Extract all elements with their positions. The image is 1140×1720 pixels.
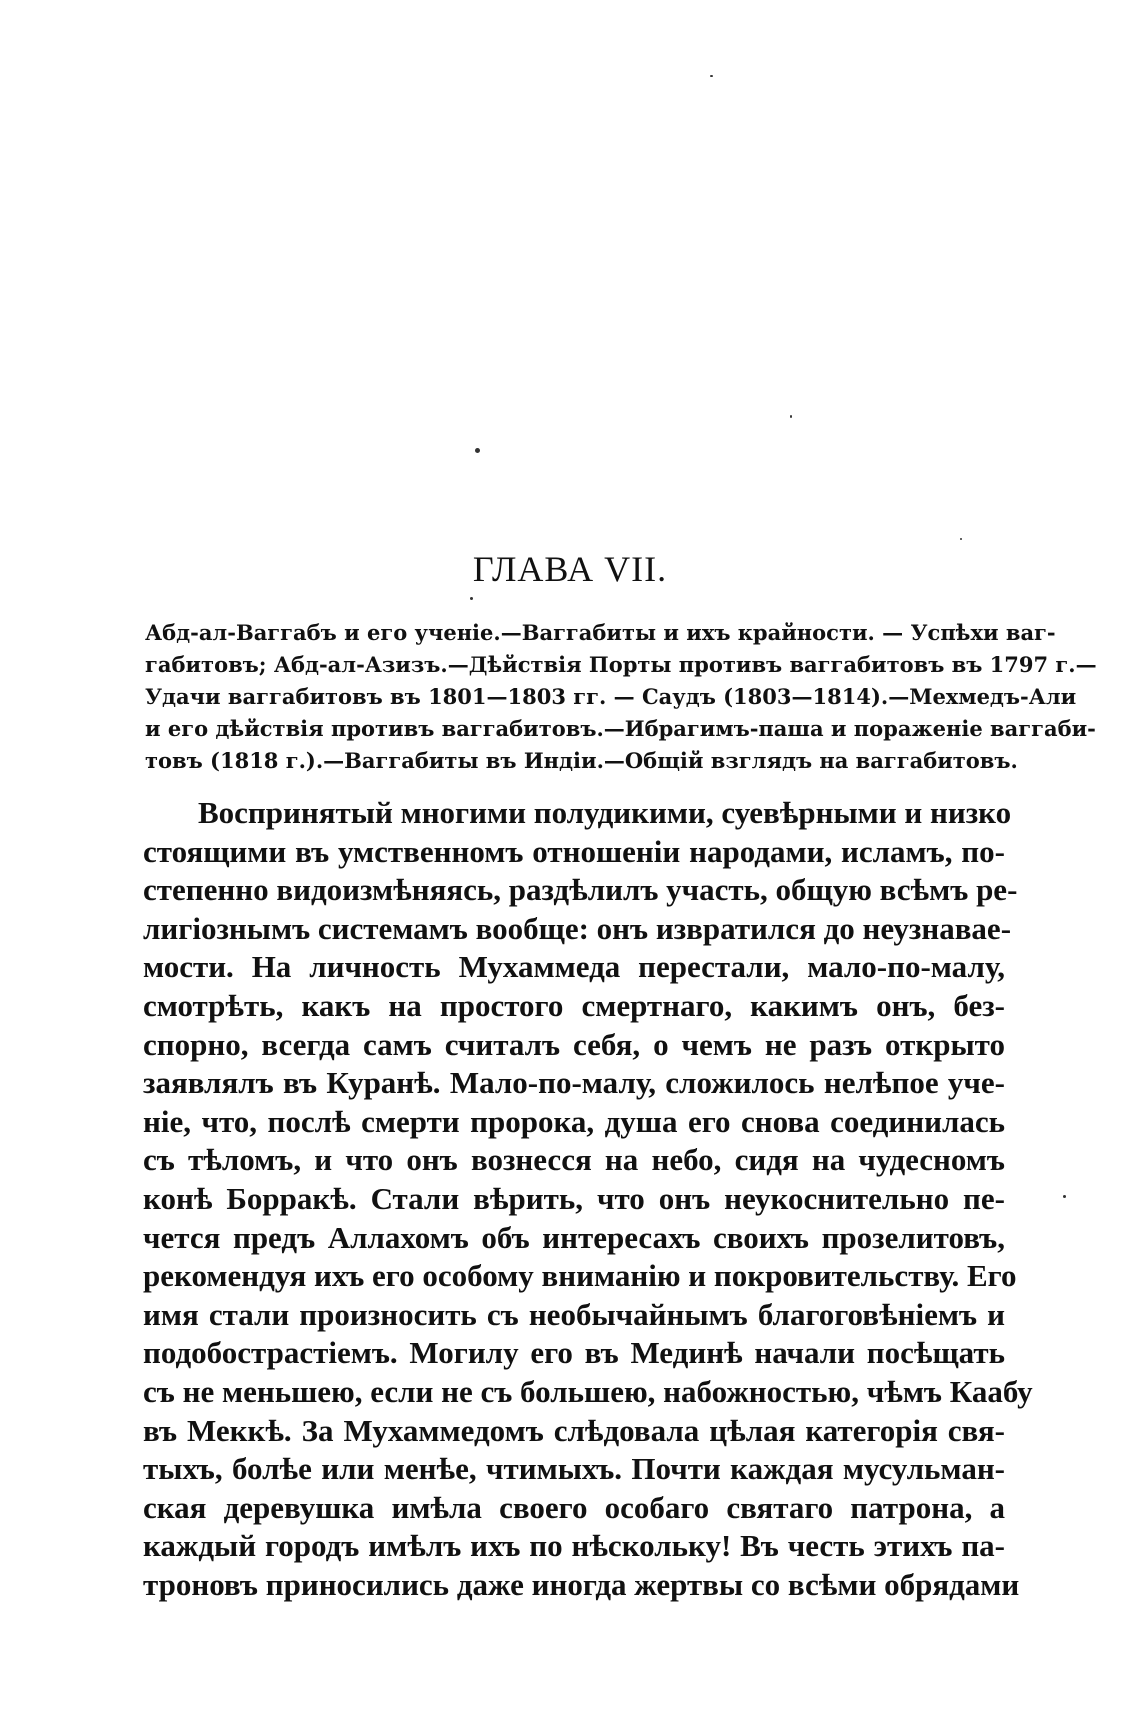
summary-line: Удачи ваггабитовъ въ 1801—1803 гг. — Саудъ (1803—1814).—Мехмедъ-Али	[145, 684, 1077, 709]
body-line: въ Меккѣ. За Мухаммедомъ слѣдовала цѣлая категорія свя-	[143, 1412, 1005, 1448]
chapter-title: ГЛАВА VII.	[472, 549, 668, 589]
body-line: имя стали произносить съ необычайнымъ благоговѣніемъ и	[143, 1296, 1005, 1332]
body-line: тыхъ, болѣе или менѣе, чтимыхъ. Почти каждая мусульман-	[143, 1451, 1005, 1487]
scan-speck	[1063, 1195, 1066, 1198]
summary-line: Абд-ал-Ваггабъ и его ученіе.—Ваггабиты и ихъ крайности. — Успѣхи ваг-	[145, 620, 1056, 645]
body-paragraph	[143, 794, 1033, 1604]
summary-line: и его дѣйствія противъ ваггабитовъ.—Ибрагимъ-паша и пораженіе ваггаби-	[145, 716, 1096, 741]
body-line: ская деревушка имѣла своего особаго святаго патрона, а	[143, 1489, 1005, 1525]
body-line: каждый городъ имѣлъ ихъ по нѣскольку! Въ честь этихъ па-	[143, 1528, 1005, 1564]
body-line: чется предъ Аллахомъ объ интересахъ своихъ прозелитовъ,	[143, 1219, 1005, 1255]
summary-line: габитовъ; Абд-ал-Азизъ.—Дѣйствія Порты противъ ваггабитовъ въ 1797 г.—	[145, 652, 1097, 677]
body-line: подобострастіемъ. Могилу его въ Мединѣ начали посѣщать	[143, 1335, 1005, 1371]
body-line: съ тѣломъ, и что онъ вознесся на небо, сидя на чудесномъ	[143, 1142, 1005, 1178]
summary-line: товъ (1818 г.).—Ваггабиты въ Индіи.—Общій взглядъ на ваггабитовъ.	[145, 748, 1018, 773]
body-line: заявлялъ въ Куранѣ. Мало-по-малу, сложилось нелѣпое уче-	[143, 1065, 1005, 1101]
scan-speck	[470, 597, 473, 600]
chapter-summary	[145, 617, 1097, 777]
scan-speck	[960, 538, 962, 540]
body-line: конѣ Борракѣ. Стали вѣрить, что онъ неукоснительно пе-	[143, 1180, 1005, 1216]
body-line: стоящими въ умственномъ отношеніи народами, исламъ, по-	[143, 833, 1005, 869]
scan-speck	[475, 448, 480, 453]
body-line: ніе, что, послѣ смерти пророка, душа его снова соединилась	[143, 1103, 1005, 1139]
body-line: рекомендуя ихъ его особому вниманію и покровительству. Его	[143, 1258, 1017, 1294]
body-line: спорно, всегда самъ считалъ себя, о чемъ не разъ открыто	[143, 1026, 1005, 1062]
body-line: степенно видоизмѣняясь, раздѣлилъ участь, общую всѣмъ ре-	[143, 872, 1018, 908]
scan-speck	[710, 75, 713, 77]
body-line: смотрѣть, какъ на простого смертнаго, какимъ онъ, без-	[143, 987, 1005, 1023]
body-line: съ не меньшею, если не съ большею, набожностью, чѣмъ Каабу	[143, 1373, 1033, 1409]
body-line: троновъ приносились даже иногда жертвы со всѣми обрядами	[143, 1566, 1020, 1602]
body-line: мости. На личность Мухаммеда перестали, мало-по-малу,	[143, 949, 1005, 985]
scan-speck	[790, 415, 792, 418]
body-line: лигіознымъ системамъ вообще: онъ извратился до неузнавае-	[143, 910, 1012, 946]
body-line: Воспринятый многими полудикими, суевѣрными и низко	[198, 795, 1012, 830]
